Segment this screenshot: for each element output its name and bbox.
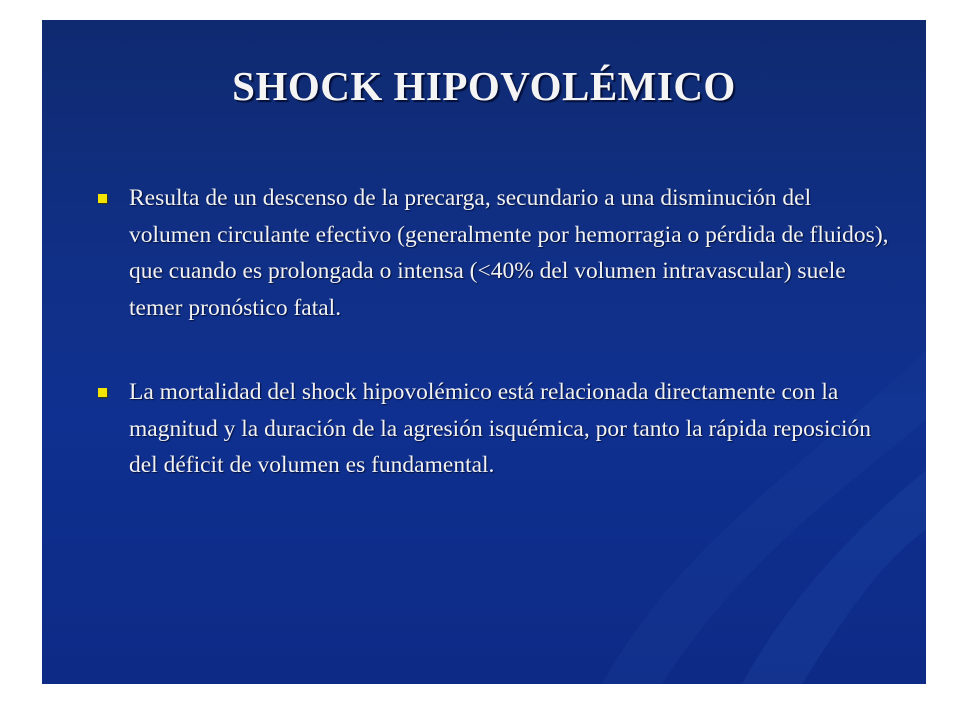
bullet-text: Resulta de un descenso de la precarga, secundario a una disminución del volumen circulante efectivo (generalmente por hemorragia o pérdida de fluidos), que cuando es prolongada o intensa (<40% del volumen intravascular) suele temer pronóstico fatal. bbox=[129, 185, 889, 321]
slide-title: SHOCK HIPOVOLÉMICO bbox=[232, 63, 736, 109]
bullet-item bbox=[92, 374, 892, 484]
bullet-list bbox=[92, 180, 892, 484]
bullet-text: La mortalidad del shock hipovolémico está relacionada directamente con la magnitud y la duración de la agresión isquémica, por tanto la rápida reposición del déficit de volumen es fundamental. bbox=[129, 379, 871, 478]
square-bullet-icon bbox=[98, 388, 107, 397]
square-bullet-icon bbox=[98, 194, 107, 203]
bullet-item bbox=[92, 180, 892, 326]
slide bbox=[42, 20, 926, 684]
